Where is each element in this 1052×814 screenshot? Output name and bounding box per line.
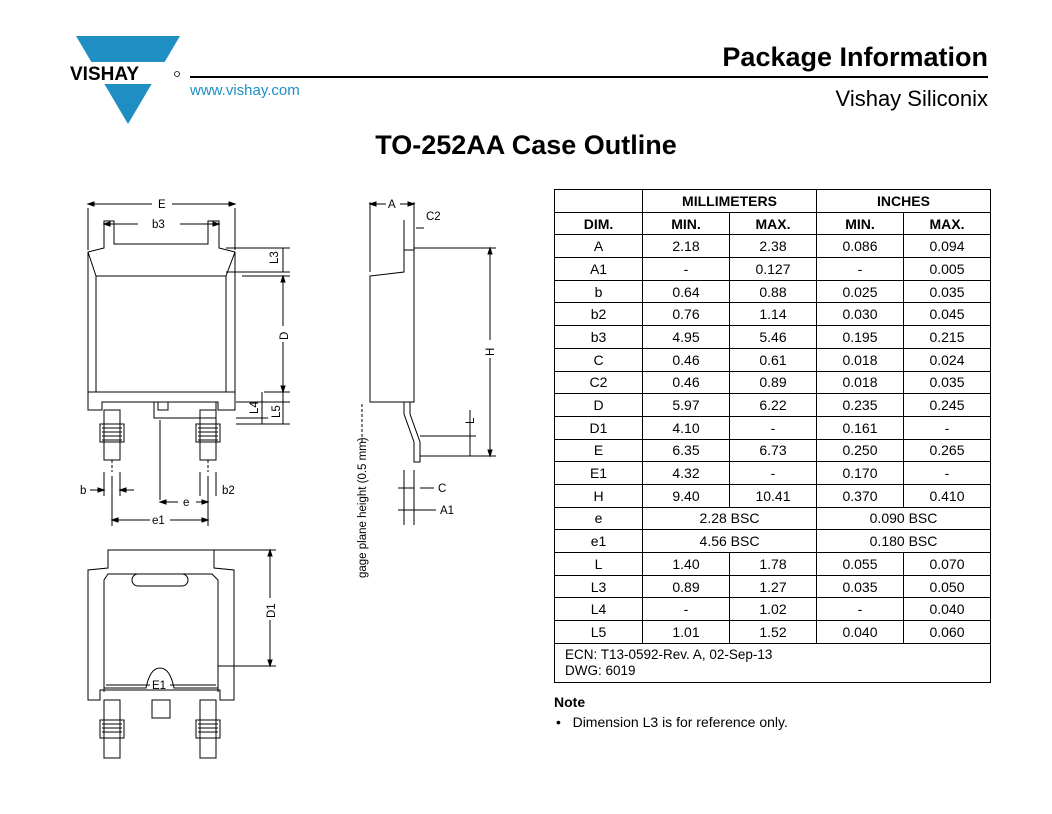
table-row <box>555 235 991 258</box>
table-cell: 2.38 <box>730 235 817 258</box>
dim-name-cell: L3 <box>555 575 643 598</box>
company-subtitle: Vishay Siliconix <box>835 86 988 111</box>
label-D: D <box>279 331 291 340</box>
table-row <box>555 462 991 485</box>
label-C2: C2 <box>426 211 441 223</box>
table-cell: - <box>817 258 904 281</box>
table-cell: - <box>817 598 904 621</box>
table-cell: 0.46 <box>643 348 730 371</box>
table-cell: 0.170 <box>817 462 904 485</box>
table-cell: 2.18 <box>643 235 730 258</box>
table-cell: - <box>643 258 730 281</box>
document-title: TO-252AA Case Outline <box>375 130 677 160</box>
column-header-dim: DIM. <box>555 212 643 235</box>
dim-name-cell: b2 <box>555 303 643 326</box>
table-group-header-row <box>555 190 991 213</box>
table-cell: 1.02 <box>730 598 817 621</box>
table-cell: 0.89 <box>643 575 730 598</box>
table-cell: 1.14 <box>730 303 817 326</box>
table-cell: 10.41 <box>730 484 817 507</box>
table-cell: 0.094 <box>904 235 991 258</box>
table-cell: 0.045 <box>904 303 991 326</box>
label-L3: L3 <box>269 251 281 264</box>
dim-name-cell: E <box>555 439 643 462</box>
table-row <box>555 416 991 439</box>
table-row <box>555 507 991 530</box>
dim-name-cell: H <box>555 484 643 507</box>
logo-text: VISHAY <box>70 64 139 85</box>
label-A: A <box>388 199 396 211</box>
table-cell: 0.018 <box>817 348 904 371</box>
label-b2: b2 <box>222 485 235 497</box>
table-row <box>555 530 991 553</box>
table-row <box>555 303 991 326</box>
table-cell: 0.040 <box>904 598 991 621</box>
note-bullet: • <box>556 714 561 730</box>
table-cell: 0.245 <box>904 394 991 417</box>
vishay-logo <box>68 36 180 126</box>
column-header-in-min: MIN. <box>817 212 904 235</box>
table-cell: 0.086 <box>817 235 904 258</box>
table-cell: 0.040 <box>817 621 904 644</box>
table-cell: 0.215 <box>904 326 991 349</box>
table-row <box>555 553 991 576</box>
label-H: H <box>485 347 497 356</box>
case-outline-drawings <box>0 180 560 780</box>
table-cell: 0.46 <box>643 371 730 394</box>
table-cell: 5.46 <box>730 326 817 349</box>
dim-name-cell: C <box>555 348 643 371</box>
dim-name-cell: A <box>555 235 643 258</box>
dim-name-cell: E1 <box>555 462 643 485</box>
table-cell: 1.52 <box>730 621 817 644</box>
bottom-view-drawing <box>88 550 276 758</box>
table-cell: 0.61 <box>730 348 817 371</box>
table-row <box>555 621 991 644</box>
millimeters-header: MILLIMETERS <box>643 190 817 213</box>
table-cell: 6.73 <box>730 439 817 462</box>
table-cell: - <box>730 416 817 439</box>
label-L5: L5 <box>271 405 283 418</box>
table-row <box>555 258 991 281</box>
table-cell: 4.32 <box>643 462 730 485</box>
table-cell: 0.161 <box>817 416 904 439</box>
label-L4: L4 <box>249 401 261 414</box>
table-cell: 6.35 <box>643 439 730 462</box>
table-cell: - <box>643 598 730 621</box>
label-e: e <box>183 497 190 509</box>
label-A1: A1 <box>440 505 455 517</box>
table-row <box>555 598 991 621</box>
table-cell: 0.180 BSC <box>817 530 991 553</box>
column-header-mm-min: MIN. <box>643 212 730 235</box>
label-e1: e1 <box>152 515 165 527</box>
table-cell: 0.005 <box>904 258 991 281</box>
table-cell: 0.127 <box>730 258 817 281</box>
table-column-header-row <box>555 212 991 235</box>
table-cell: 0.024 <box>904 348 991 371</box>
column-header-mm-max: MAX. <box>730 212 817 235</box>
table-cell: - <box>904 416 991 439</box>
table-cell: 0.030 <box>817 303 904 326</box>
table-row <box>555 326 991 349</box>
dwg-text: DWG: 6019 <box>565 662 636 678</box>
label-E: E <box>158 199 166 211</box>
top-view-drawing <box>88 202 290 526</box>
table-cell: 0.060 <box>904 621 991 644</box>
table-cell: 0.89 <box>730 371 817 394</box>
table-cell: 0.64 <box>643 280 730 303</box>
table-row <box>555 348 991 371</box>
table-cell: 0.370 <box>817 484 904 507</box>
table-row <box>555 484 991 507</box>
table-cell: 1.78 <box>730 553 817 576</box>
table-cell: 0.035 <box>904 280 991 303</box>
dim-name-cell: D <box>555 394 643 417</box>
label-b: b <box>80 485 87 497</box>
table-cell: 0.410 <box>904 484 991 507</box>
note-title: Note <box>554 694 586 710</box>
table-cell: 0.090 BSC <box>817 507 991 530</box>
inches-header: INCHES <box>817 190 991 213</box>
blank-header-cell <box>555 190 643 213</box>
table-cell: 4.56 BSC <box>643 530 817 553</box>
table-row <box>555 394 991 417</box>
table-cell: 0.035 <box>904 371 991 394</box>
dim-name-cell: L <box>555 553 643 576</box>
table-cell: 0.035 <box>817 575 904 598</box>
website-link[interactable]: www.vishay.com <box>190 82 300 99</box>
dim-name-cell: L5 <box>555 621 643 644</box>
table-cell: 9.40 <box>643 484 730 507</box>
dim-name-cell: A1 <box>555 258 643 281</box>
table-cell: 0.88 <box>730 280 817 303</box>
table-cell: - <box>730 462 817 485</box>
table-footer-cell <box>555 643 991 682</box>
table-cell: 0.070 <box>904 553 991 576</box>
table-cell: 0.050 <box>904 575 991 598</box>
table-row <box>555 439 991 462</box>
dim-name-cell: D1 <box>555 416 643 439</box>
table-body <box>555 235 991 643</box>
table-cell: 4.10 <box>643 416 730 439</box>
table-row <box>555 575 991 598</box>
side-view-drawing <box>362 202 496 525</box>
note-item <box>556 714 788 730</box>
table-cell: 2.28 BSC <box>643 507 817 530</box>
table-row <box>555 371 991 394</box>
table-row <box>555 280 991 303</box>
table-cell: 0.018 <box>817 371 904 394</box>
header-rule <box>190 76 988 78</box>
table-cell: 0.265 <box>904 439 991 462</box>
table-cell: 1.01 <box>643 621 730 644</box>
table-cell: 0.76 <box>643 303 730 326</box>
dim-name-cell: e <box>555 507 643 530</box>
dim-name-cell: C2 <box>555 371 643 394</box>
table-cell: 4.95 <box>643 326 730 349</box>
table-cell: 1.40 <box>643 553 730 576</box>
dim-name-cell: b <box>555 280 643 303</box>
table-cell: 0.025 <box>817 280 904 303</box>
package-information-title: Package Information <box>722 42 988 72</box>
dim-name-cell: e1 <box>555 530 643 553</box>
dim-name-cell: b3 <box>555 326 643 349</box>
label-D1: D1 <box>266 603 278 618</box>
table-cell: - <box>904 462 991 485</box>
table-cell: 1.27 <box>730 575 817 598</box>
ecn-text: ECN: T13-0592-Rev. A, 02-Sep-13 <box>565 646 773 662</box>
table-footer-row <box>555 643 991 682</box>
table-cell: 0.250 <box>817 439 904 462</box>
dimension-table <box>554 189 991 683</box>
table-cell: 0.055 <box>817 553 904 576</box>
label-E1: E1 <box>152 680 167 692</box>
table-cell: 0.235 <box>817 394 904 417</box>
label-C: C <box>438 483 447 495</box>
table-cell: 0.195 <box>817 326 904 349</box>
gage-plane-label: gage plane height (0.5 mm) <box>357 437 369 578</box>
table-cell: 5.97 <box>643 394 730 417</box>
note-text: Dimension L3 is for reference only. <box>572 714 788 730</box>
column-header-in-max: MAX. <box>904 212 991 235</box>
table-cell: 6.22 <box>730 394 817 417</box>
dim-name-cell: L4 <box>555 598 643 621</box>
label-b3: b3 <box>152 219 165 231</box>
label-L: L <box>465 417 477 424</box>
